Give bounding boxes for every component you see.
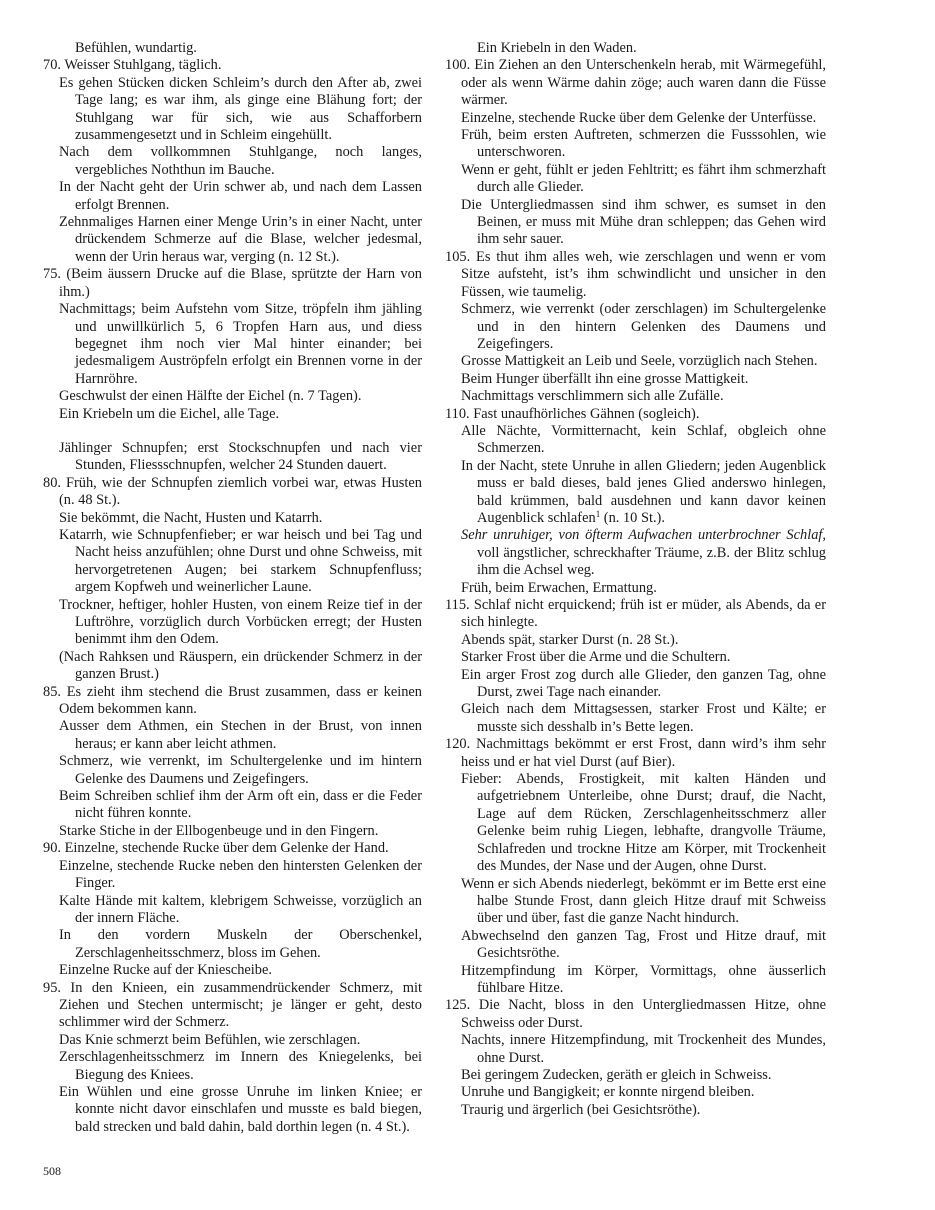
symptom-entry <box>43 718 422 753</box>
italic-text: Sehr unruhiger, von öfterm Aufwachen unterbrochner Schlaf, <box>461 527 826 544</box>
entry-text: Grosse Mattigkeit an Leib und Seele, vorzüglich nach Stehen. <box>461 353 818 370</box>
symptom-entry <box>445 649 826 666</box>
symptom-entry <box>43 510 422 527</box>
symptom-entry <box>445 876 826 928</box>
symptom-entry <box>43 388 422 405</box>
entry-text: Traurig und ärgerlich (bei Gesichtsröthe). <box>461 1101 701 1118</box>
entry-text: voll ängstlicher, schreckhafter Träume, z.B. der Blitz schlug ihm die Achsel weg. <box>477 544 826 579</box>
symptom-entry <box>43 927 422 962</box>
entry-text: Schmerz, wie verrenkt (oder zerschlagen) im Schultergelenke und in den hintern Gelenken des Daumens und Zeigefingers. <box>461 301 826 352</box>
entry-text: 120. Nachmittags bekömmt er erst Frost, dann wird’s ihm sehr heiss und er hat viel Durst (auf Bier). <box>445 736 826 770</box>
entry-text: In der Nacht geht der Urin schwer ab, und nach dem Lassen erfolgt Brennen. <box>59 179 422 213</box>
symptom-entry <box>43 597 422 649</box>
page-number: 508 <box>43 1164 61 1178</box>
entry-text: Beim Hunger überfällt ihn eine grosse Mattigkeit. <box>461 370 749 387</box>
symptom-entry <box>445 301 826 353</box>
symptom-entry <box>43 840 422 857</box>
entry-text: 90. Einzelne, stechende Rucke über dem Gelenke der Hand. <box>43 840 389 857</box>
entry-text: In den vordern Muskeln der Oberschenkel, Zerschlagenheitsschmerz, bloss im Gehen. <box>59 927 422 961</box>
symptom-entry <box>445 771 826 875</box>
symptom-entry <box>445 701 826 736</box>
entry-text: Sie bekömmt, die Nacht, Husten und Katarrh. <box>59 509 323 526</box>
symptom-entry <box>43 57 422 74</box>
entry-text: 70. Weisser Stuhlgang, täglich. <box>43 57 222 74</box>
symptom-entry <box>445 162 826 197</box>
entry-text: Nach dem vollkommnen Stuhlgange, noch langes, vergebliches Noththun im Bauche. <box>59 144 422 178</box>
entry-text: 125. Die Nacht, bloss in den Untergliedmassen Hitze, ohne Schweiss oder Durst. <box>445 997 826 1031</box>
symptom-entry <box>445 458 826 528</box>
entry-text-tail: (n. 10 St.). <box>600 509 665 526</box>
symptom-entry <box>445 40 826 57</box>
entry-text: Es gehen Stücken dicken Schleim’s durch den After ab, zwei Tage lang; es war ihm, als ginge eine Blähung fort; der Stuhlgang war für sich, wie aus Schafforbern zusammengesetzt und in Schleim eingehüllt. <box>59 74 422 144</box>
right-column <box>445 40 826 1119</box>
symptom-entry <box>43 684 422 719</box>
left-column <box>43 40 422 1136</box>
symptom-entry <box>43 40 422 57</box>
symptom-entry <box>445 736 826 771</box>
symptom-entry <box>43 440 422 475</box>
entry-text: Zerschlagenheitsschmerz im Innern des Kniegelenks, bei Biegung des Kniees. <box>59 1049 422 1083</box>
symptom-entry <box>445 1102 826 1119</box>
entry-text: Nachmittags verschlimmern sich alle Zufälle. <box>461 388 724 405</box>
symptom-entry <box>445 353 826 370</box>
entry-text: Starke Stiche in der Ellbogenbeuge und in den Fingern. <box>59 822 379 839</box>
entry-text: Zehnmaliges Harnen einer Menge Urin’s in einer Nacht, unter drückendem Schmerze auf die Blase, welcher jedesmal, wenn der Urin heraus war, verging (n. 12 St.). <box>59 214 422 265</box>
entry-text: Bei geringem Zudecken, geräth er gleich in Schweiss. <box>461 1066 772 1083</box>
footnote-marker: 1 <box>595 508 601 519</box>
entry-text: Die Untergliedmassen sind ihm schwer, es sumset in den Beinen, er muss mit Mühe dran schleppen; das Gehen wird ihm sehr sauer. <box>461 196 826 248</box>
entry-text: Katarrh, wie Schnupfenfieber; er war heisch und bei Tag und Nacht heiss anzufühlen; ohne Durst und ohne Schweiss, mit hervorgetretenen Augen; bei starkem Schnupfenfluss; argem Kopfweh und weinerlicher Laune. <box>59 526 422 596</box>
entry-text: Einzelne Rucke auf der Kniescheibe. <box>59 962 272 979</box>
symptom-entry <box>43 406 422 423</box>
symptom-entry <box>445 249 826 301</box>
entry-text: (Nach Rahksen und Räuspern, ein drückender Schmerz in der ganzen Brust.) <box>59 648 422 683</box>
entry-text: Ein Wühlen und eine grosse Unruhe im linken Kniee; er konnte nicht davor einschlafen und musste es bald biegen, bald strecken und bald dahin, bald dorthin legen (n. 4 St.). <box>59 1083 422 1135</box>
symptom-entry <box>43 144 422 179</box>
entry-text: Starker Frost über die Arme und die Schultern. <box>461 649 731 666</box>
symptom-entry <box>43 214 422 266</box>
symptom-entry <box>445 597 826 632</box>
entry-text: 85. Es zieht ihm stechend die Brust zusammen, dass er keinen Odem bekommen kann. <box>43 683 422 718</box>
symptom-entry <box>445 527 826 579</box>
entry-text: Abends spät, starker Durst (n. 28 St.). <box>461 631 679 648</box>
symptom-entry <box>43 753 422 788</box>
entry-text: 95. In den Knieen, ein zusammendrückender Schmerz, mit Ziehen und Stechen untermischt; je länger er geht, desto schlimmer wird der Schmerz. <box>43 979 422 1031</box>
entry-text: Einzelne, stechende Rucke neben den hintersten Gelenken der Finger. <box>59 857 422 892</box>
symptom-entry <box>43 858 422 893</box>
symptom-entry <box>445 963 826 998</box>
symptom-entry <box>445 423 826 458</box>
symptom-entry <box>43 649 422 684</box>
symptom-entry <box>445 371 826 388</box>
entry-text: Abwechselnd den ganzen Tag, Frost und Hitze drauf, mit Gesichtsröthe. <box>461 927 826 962</box>
entry-text: Fieber: Abends, Frostigkeit, mit kalten Händen und aufgetriebnem Unterleibe, ohne Durst; drauf, die Nacht, Lage auf dem Rücken, Zerschlagenheitsschmerz aller Gelenke beim ruhig Liegen, lebhafte, drangvolle Träume, Schlafreden und trockne Hitze am Körper, mit Trockenheit des Mundes, der Nase und der Augen, ohne Durst. <box>461 771 826 875</box>
entry-text: 80. Früh, wie der Schnupfen ziemlich vorbei war, etwas Husten (n. 48 St.). <box>43 474 422 509</box>
symptom-entry <box>445 667 826 702</box>
symptom-entry <box>43 475 422 510</box>
entry-text: Kalte Hände mit kaltem, klebrigem Schweisse, vorzüglich an der innern Fläche. <box>59 892 422 926</box>
entry-text: 115. Schlaf nicht erquickend; früh ist er müder, als Abends, da er sich hinlegte. <box>445 597 826 631</box>
entry-text: 100. Ein Ziehen an den Unterschenkeln herab, mit Wärmegefühl, oder als wenn Wärme dahin zöge; auch waren dann die Füsse wärmer. <box>445 57 826 109</box>
symptom-entry <box>43 1032 422 1049</box>
entry-text: 105. Es thut ihm alles weh, wie zerschlagen und wenn er vom Sitze aufsteht, ist’s ihm schwindlicht und unsicher in den Füssen, wie taumelig. <box>445 248 826 300</box>
entry-text: Gleich nach dem Mittagsessen, starker Frost und Kälte; er musste sich desshalb in’s Bette legen. <box>461 701 826 735</box>
symptom-entry <box>445 1067 826 1084</box>
entry-text: Nachmittags; beim Aufstehn vom Sitze, tröpfeln ihm jähling und unwillkürlich 5, 6 Tropfen Harn aus, und diess begegnet ihm noch vier Mal hinter einander; bei jedesmaligem Auströpfeln erfolgt ein Brennen vorne in der Harnröhre. <box>59 301 422 387</box>
symptom-entry <box>445 1084 826 1101</box>
symptom-entry <box>43 788 422 823</box>
entry-text: Unruhe und Bangigkeit; er konnte nirgend bleiben. <box>461 1084 755 1101</box>
symptom-entry <box>43 980 422 1032</box>
entry-text: Wenn er geht, fühlt er jeden Fehltritt; es fährt ihm schmerzhaft durch alle Glieder. <box>461 161 826 196</box>
symptom-entry <box>43 1049 422 1084</box>
entry-text: Alle Nächte, Vormitternacht, kein Schlaf, obgleich ohne Schmerzen. <box>461 422 826 457</box>
symptom-entry <box>445 57 826 109</box>
entry-text: Wenn er sich Abends niederlegt, bekömmt er im Bette erst eine halbe Stunde Frost, dann gleich Hitze drauf mit Schweiss über und über, fast die ganze Nacht hindurch. <box>461 875 826 927</box>
symptom-entry <box>43 527 422 597</box>
entry-text: Ein Kriebeln um die Eichel, alle Tage. <box>59 405 280 422</box>
entry-text: In der Nacht, stete Unruhe in allen Gliedern; jeden Augenblick muss er bald dieses, bald jenes Glied anderswo hinlegen, bald krümmen, bald ausdehnen und kann davor keinen Augenblick schlafen <box>461 457 826 526</box>
symptom-entry <box>445 632 826 649</box>
entry-text: Einzelne, stechende Rucke über dem Gelenke der Unterfüsse. <box>461 109 817 126</box>
symptom-entry <box>43 179 422 214</box>
symptom-entry <box>43 823 422 840</box>
symptom-entry <box>445 580 826 597</box>
entry-text: Hitzempfindung im Körper, Vormittags, ohne äusserlich fühlbare Hitze. <box>461 962 826 996</box>
entry-text: Geschwulst der einen Hälfte der Eichel (n. 7 Tagen). <box>59 388 362 405</box>
symptom-entry <box>445 197 826 249</box>
entry-text: Trockner, heftiger, hohler Husten, von einem Reize tief in der Luftröhre, vorzüglich durch Vorbücken erregt; der Husten benimmt ihm den Odem. <box>59 596 422 648</box>
entry-text: Schmerz, wie verrenkt, im Schultergelenke und im hintern Gelenke des Daumens und Zeigefingers. <box>59 753 422 787</box>
symptom-entry <box>43 301 422 388</box>
symptom-entry <box>445 406 826 423</box>
symptom-entry <box>43 962 422 979</box>
entry-text: Ausser dem Athmen, ein Stechen in der Brust, von innen heraus; er kann aber leicht athmen. <box>59 718 422 752</box>
symptom-entry <box>445 388 826 405</box>
symptom-entry <box>43 893 422 928</box>
entry-text: Ein Kriebeln in den Waden. <box>477 40 637 56</box>
entry-text: 75. (Beim äussern Drucke auf die Blase, sprützte der Harn von ihm.) <box>43 266 422 300</box>
symptom-entry <box>445 127 826 162</box>
entry-text: Befühlen, wundartig. <box>75 40 197 56</box>
symptom-entry <box>43 266 422 301</box>
symptom-entry <box>43 75 422 145</box>
symptom-entry <box>445 110 826 127</box>
entry-text: 110. Fast unaufhörliches Gähnen (sogleich). <box>445 405 700 422</box>
symptom-entry <box>445 997 826 1032</box>
entry-text: Früh, beim ersten Auftreten, schmerzen die Fusssohlen, wie unterschworen. <box>461 127 826 161</box>
entry-text: Jählinger Schnupfen; erst Stockschnupfen und nach vier Stunden, Fliessschnupfen, welcher 24 Stunden dauert. <box>59 439 422 474</box>
entry-text: Früh, beim Erwachen, Ermattung. <box>461 579 657 596</box>
entry-text: Ein arger Frost zog durch alle Glieder, den ganzen Tag, ohne Durst, zwei Tage nach einander. <box>461 666 826 701</box>
symptom-entry <box>43 1084 422 1136</box>
entry-text: Das Knie schmerzt beim Befühlen, wie zerschlagen. <box>59 1031 361 1048</box>
entry-text: Nachts, innere Hitzempfindung, mit Trockenheit des Mundes, ohne Durst. <box>461 1032 826 1066</box>
symptom-entry <box>445 1032 826 1067</box>
entry-text: Beim Schreiben schlief ihm der Arm oft ein, dass er die Feder nicht führen konnte. <box>59 788 422 822</box>
symptom-entry <box>445 928 826 963</box>
